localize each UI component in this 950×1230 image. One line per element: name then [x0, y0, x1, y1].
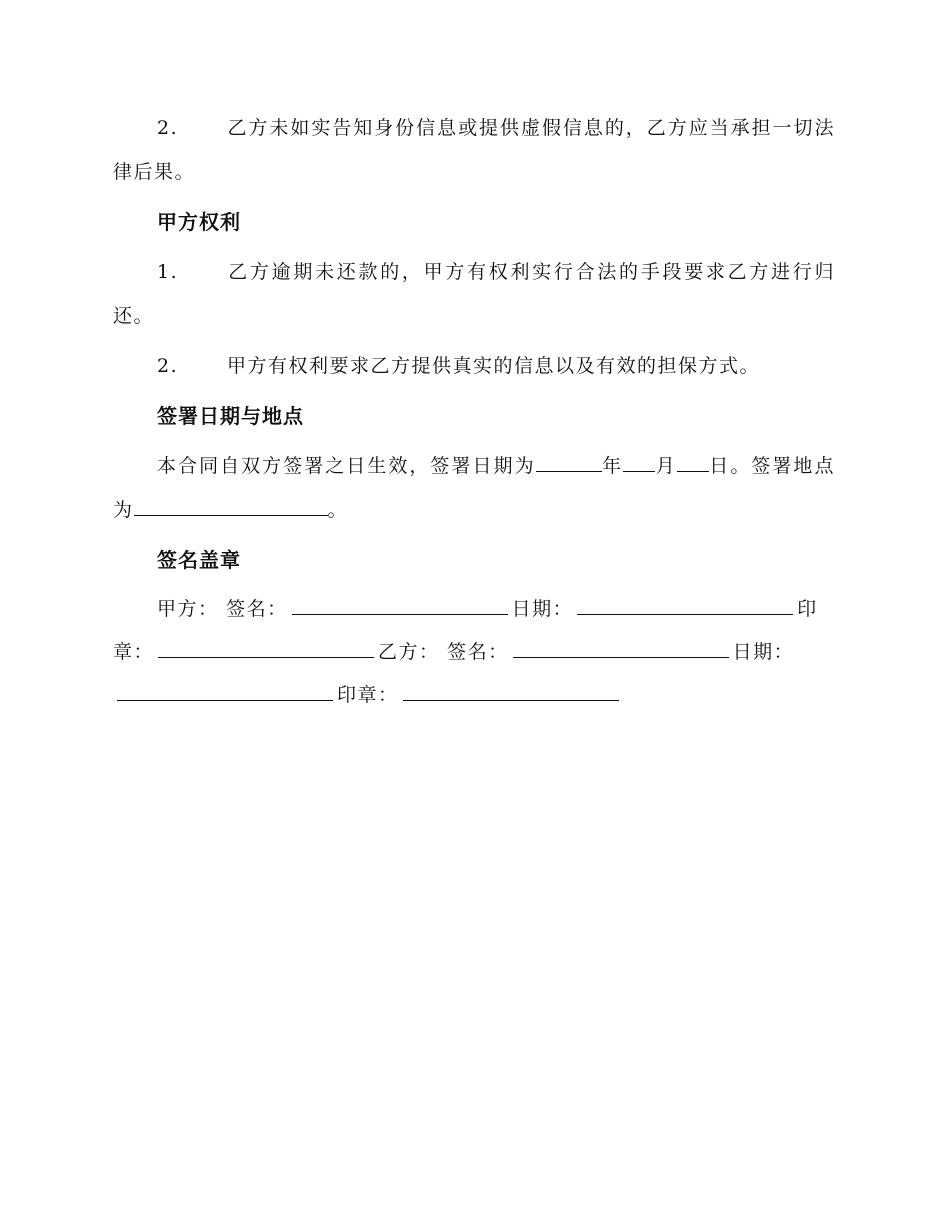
day-blank[interactable] — [677, 449, 709, 472]
section-heading-signatures: 签名盖章 — [157, 548, 241, 572]
end-mark: 。 — [327, 499, 349, 521]
party-a-right-2 — [113, 344, 835, 388]
party-b-seal-blank[interactable] — [403, 678, 619, 701]
party-b-sign-label: 签名： — [447, 641, 509, 663]
clause-number: 2. — [157, 117, 179, 139]
party-b-sign-blank[interactable] — [513, 635, 729, 658]
clause-number: 2. — [157, 355, 179, 377]
party-a-label: 甲方： — [157, 598, 219, 620]
document-page — [113, 106, 835, 717]
month-blank[interactable] — [623, 449, 655, 472]
clause-text: 乙方逾期未还款的，甲方有权利实行合法的手段要求乙方进行归还。 — [113, 261, 835, 327]
section-heading-signing-date-place: 签署日期与地点 — [157, 404, 304, 428]
month-label: 月 — [655, 455, 677, 477]
party-a-sign-label: 签名： — [226, 598, 288, 620]
place-blank[interactable] — [134, 493, 328, 516]
clause-text: 乙方未如实告知身份信息或提供虚假信息的，乙方应当承担一切法律后果。 — [113, 117, 835, 183]
signing-date-place-paragraph — [113, 444, 835, 532]
party-a-date-label: 日期： — [511, 598, 574, 620]
party-a-date-blank[interactable] — [577, 592, 793, 615]
party-b-date-blank[interactable] — [117, 678, 333, 701]
year-label: 年 — [601, 455, 624, 477]
signing-text: 本合同自双方签署之日生效，签署日期为 — [157, 455, 536, 477]
party-a-sign-blank[interactable] — [292, 592, 508, 615]
party-b-seal-label: 印章： — [337, 684, 399, 706]
section-heading-party-a-rights: 甲方权利 — [157, 210, 241, 234]
clause-b2 — [113, 106, 835, 194]
party-a-seal-blank[interactable] — [158, 635, 374, 658]
party-b-label: 乙方： — [378, 641, 440, 663]
party-a-seal-label: 印章： — [113, 598, 818, 663]
signature-block — [113, 588, 835, 717]
clause-text: 甲方有权利要求乙方提供真实的信息以及有效的担保方式。 — [227, 355, 761, 377]
party-a-right-1 — [113, 250, 835, 338]
year-blank[interactable] — [536, 449, 602, 472]
party-b-date-label: 日期： — [732, 641, 795, 663]
clause-number: 1. — [157, 261, 179, 283]
day-place-label: 日。签署地点为 — [113, 455, 835, 521]
